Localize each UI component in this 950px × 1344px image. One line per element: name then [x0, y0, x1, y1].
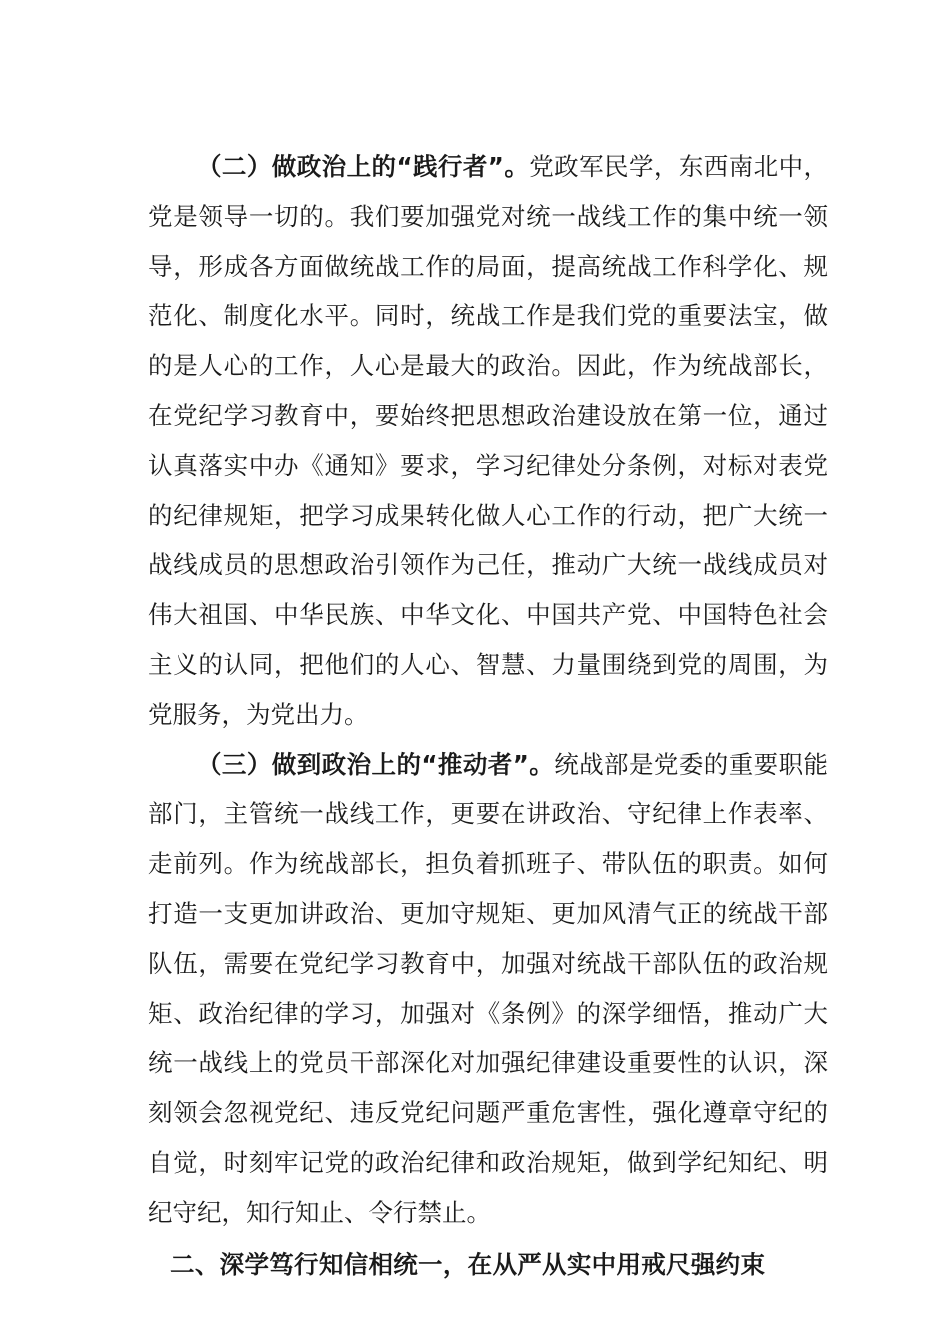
section-heading: 二、深学笃行知信相统一，在从严从实中用戒尺强约束: [170, 1249, 766, 1279]
paragraph-2: [148, 142, 828, 740]
paragraph-2-lead: （二）做政治上的“践行者”。: [197, 152, 530, 181]
paragraph-3: [148, 740, 828, 1238]
paragraph-2-body: 党政军民学，东西南北中，党是领导一切的。我们要加强党对统一战线工作的集中统一领导，形成各方面做统战工作的局面，提高统战工作科学化、规范化、制度化水平。同时，统战工作是我们党的重要法宝，做的是人心的工作，人心是最大的政治。因此，作为统战部长，在党纪学习教育中，要始终把思想政治建设放在第一位，通过认真落实中办《通知》要求，学习纪律处分条例，对标对表党的纪律规矩，把学习成果转化做人心工作的行动，把广大统一战线成员的思想政治引领作为己任，推动广大统一战线成员对伟大祖国、中华民族、中华文化、中国共产党、中国特色社会主义的认同，把他们的人心、智慧、力量围绕到党的周围，为党服务，为党出力。: [148, 152, 828, 729]
paragraph-3-body: 统战部是党委的重要职能部门，主管统一战线工作，更要在讲政治、守纪律上作表率、走前列。作为统战部长，担负着抓班子、带队伍的职责。如何打造一支更加讲政治、更加守规矩、更加风清气正的统战干部队伍，需要在党纪学习教育中，加强对统战干部队伍的政治规矩、政治纪律的学习，加强对《条例》的深学细悟，推动广大统一战线上的党员干部深化对加强纪律建设重要性的认识，深刻领会忽视党纪、违反党纪问题严重危害性，强化遵章守纪的自觉，时刻牢记党的政治纪律和政治规矩，做到学纪知纪、明纪守纪，知行知止、令行禁止。: [148, 749, 829, 1227]
document-page: [148, 142, 828, 1289]
paragraph-3-lead: （三）做到政治上的“推动者”。: [197, 749, 555, 779]
